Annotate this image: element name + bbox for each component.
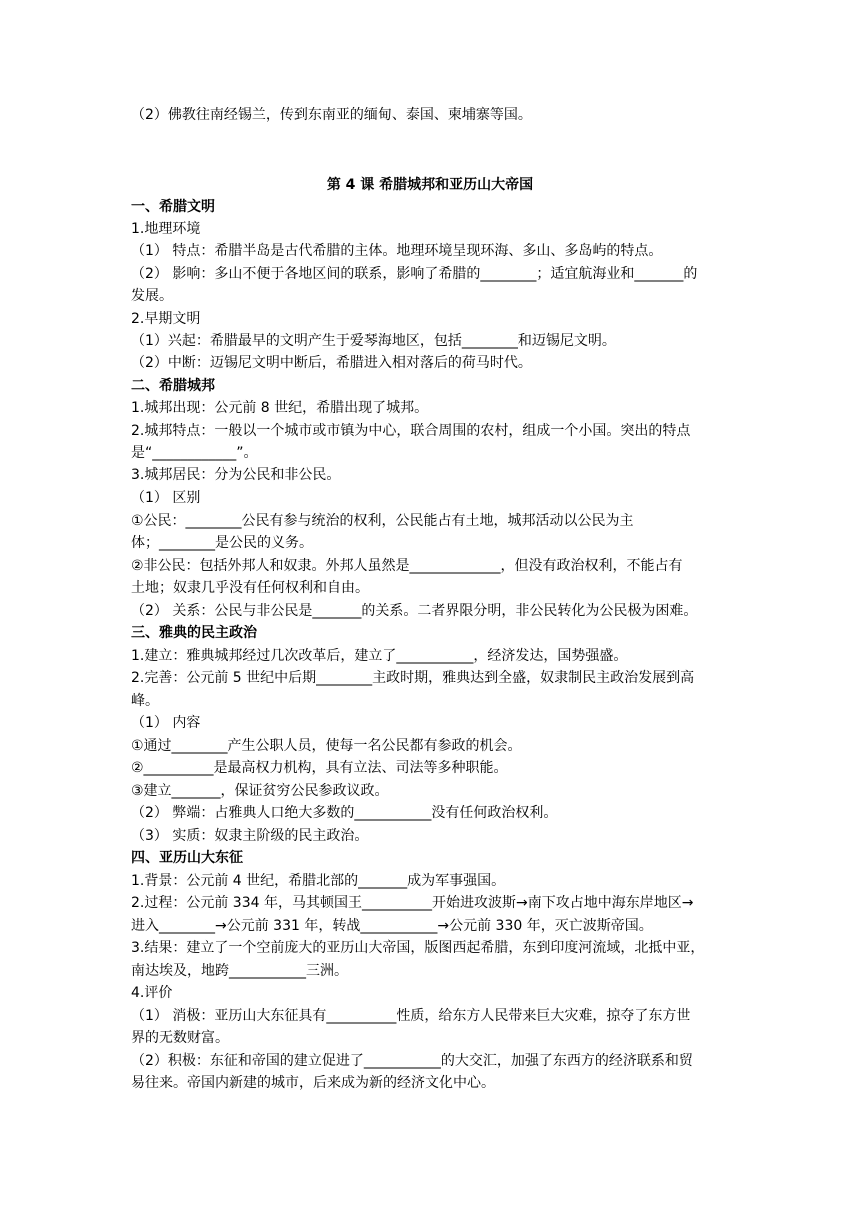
text-line: （3） 实质：奴隶主阶级的民主政治。: [131, 828, 369, 844]
text-line: 土地；奴隶几乎没有任何权利和自由。: [131, 580, 369, 596]
text-line: ①公民：________公民有参与统治的权利，公民能占有土地，城邦活动以公民为主: [131, 513, 634, 529]
text-line: （1） 内容: [131, 715, 201, 731]
text-line: （2）积极：东征和帝国的建立促进了___________的大交汇，加强了东西方的经济联系和贸: [131, 1053, 693, 1069]
text-line: （2）中断：迈锡尼文明中断后，希腊进入相对落后的荷马时代。: [131, 355, 532, 371]
text-line: 易往来。帝国内新建的城市，后来成为新的经济文化中心。: [131, 1075, 495, 1091]
text-line: 4.评价: [131, 985, 173, 1001]
lesson-title: 第 4 课 希腊城邦和亚历山大帝国: [326, 177, 534, 193]
text-line: ②__________是最高权力机构，具有立法、司法等多种职能。: [131, 760, 508, 776]
text-line: 是“____________”。: [131, 445, 258, 461]
text-line: 2.早期文明: [131, 311, 201, 327]
text-line: （2） 弊端：占雅典人口绝大多数的___________没有任何政治权利。: [131, 805, 558, 821]
text-line: 峰。: [131, 693, 159, 709]
text-line: 2.过程：公元前 334 年，马其顿国王__________开始进攻波斯→南下攻占地中海东岸地区→: [131, 895, 694, 911]
text-line: 3.结果：建立了一个空前庞大的亚历山大帝国，版图西起希腊，东到印度河流域，北抵中亚，: [131, 940, 705, 956]
text-line: ①通过________产生公职人员，使每一名公民都有参政的机会。: [131, 738, 522, 754]
section-heading: 三、雅典的民主政治: [131, 625, 257, 641]
text-line: ②非公民：包括外邦人和奴隶。外邦人虽然是_____________，但没有政治权利，不能占有: [131, 558, 683, 574]
text-line: （2）佛教往南经锡兰，传到东南亚的缅甸、泰国、柬埔寨等国。: [131, 107, 532, 123]
text-line: 进入________→公元前 331 年，转战___________→公元前 330 年，灭亡波斯帝国。: [131, 918, 653, 934]
text-line: 体；________是公民的义务。: [131, 535, 313, 551]
text-line: （1） 消极：亚历山大东征具有__________性质，给东方人民带来巨大灾难，掠夺了东方世: [131, 1008, 691, 1024]
text-line: 2.完善：公元前 5 世纪中后期________主政时期，雅典达到全盛，奴隶制民主政治发展到高: [131, 670, 695, 686]
text-line: （2） 影响：多山不便于各地区间的联系，影响了希腊的________；适宜航海业和_______的: [131, 266, 698, 282]
text-line: 2.城邦特点：一般以一个城市或市镇为中心，联合周围的农村，组成一个小国。突出的特点: [131, 423, 691, 439]
text-line: 1.地理环境: [131, 221, 201, 237]
text-line: 界的无数财富。: [131, 1030, 229, 1046]
text-line: ③建立_______，保证贫穷公民参政议政。: [131, 783, 389, 799]
text-line: 发展。: [131, 288, 173, 304]
text-line: （1） 区别: [131, 490, 201, 506]
text-line: 1.城邦出现：公元前 8 世纪，希腊出现了城邦。: [131, 400, 429, 416]
text-line: 3.城邦居民：分为公民和非公民。: [131, 467, 341, 483]
text-line: 1.背景：公元前 4 世纪，希腊北部的_______成为军事强国。: [131, 873, 506, 889]
section-heading: 四、亚历山大东征: [131, 850, 243, 866]
section-heading: 二、希腊城邦: [131, 378, 215, 394]
section-heading: 一、希腊文明: [131, 199, 215, 215]
text-line: 南达埃及，地跨___________三洲。: [131, 963, 348, 979]
text-line: （2） 关系：公民与非公民是_______的关系。二者界限分明，非公民转化为公民极为困难。: [131, 603, 698, 619]
text-line: 1.建立：雅典城邦经过几次改革后，建立了___________，经济发达，国势强盛。: [131, 648, 628, 664]
text-line: （1）兴起：希腊最早的文明产生于爱琴海地区，包括________和迈锡尼文明。: [131, 333, 616, 349]
text-line: （1） 特点：希腊半岛是古代希腊的主体。地理环境呈现环海、多山、多岛屿的特点。: [131, 243, 663, 259]
